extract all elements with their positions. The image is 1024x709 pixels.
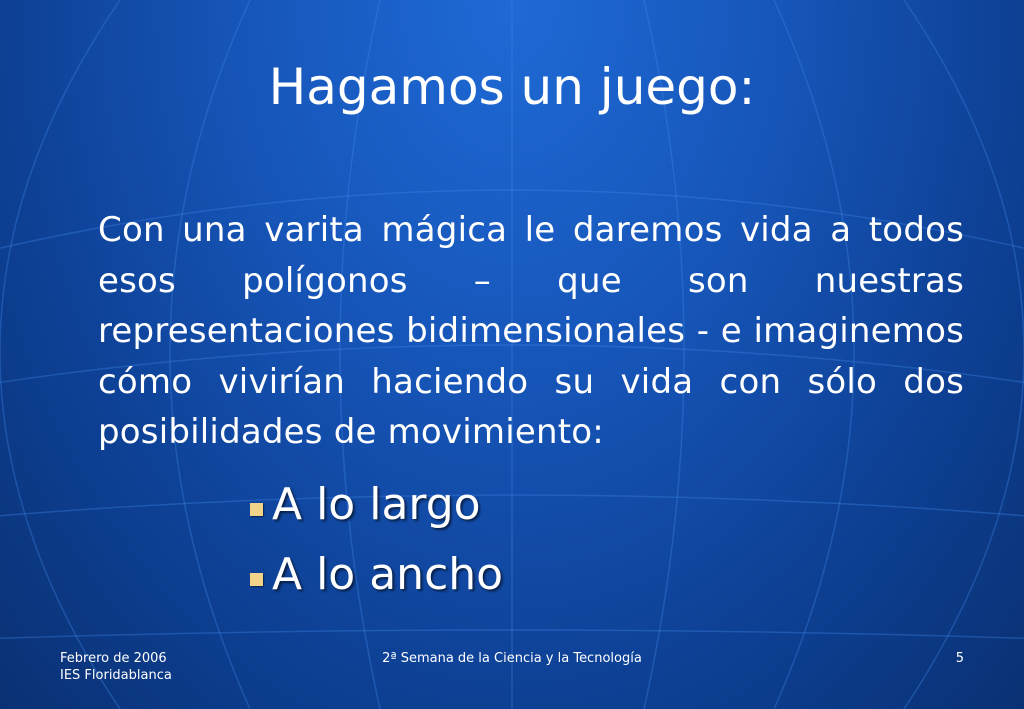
bullet-text: A lo largo [272, 479, 481, 530]
bullet-text: A lo ancho [272, 549, 504, 600]
square-bullet-icon [250, 573, 263, 586]
footer-school: IES Floridablanca [60, 668, 172, 683]
paragraph-line: imaginemos cómo vivirían haciendo su vida [98, 311, 964, 402]
slide-paragraph [98, 205, 964, 458]
paragraph-line: todos esos polígonos – que son nuestras [98, 210, 965, 301]
footer-date: Febrero de 2006 [60, 651, 167, 666]
paragraph-line: con sólo dos posibilidades de movimiento: [98, 361, 964, 452]
square-bullet-icon [250, 503, 263, 516]
footer-event: 2ª Semana de la Ciencia y la Tecnología [382, 651, 642, 666]
paragraph-line: Con una varita mágica le daremos vida a [98, 210, 852, 250]
page-number: 5 [955, 651, 964, 666]
bullet-item [250, 470, 850, 540]
paragraph-line: representaciones bidimensionales - e [98, 311, 742, 351]
slide-title: Hagamos un juego: [268, 58, 756, 116]
bullet-list [250, 470, 850, 610]
bullet-item [250, 540, 850, 610]
